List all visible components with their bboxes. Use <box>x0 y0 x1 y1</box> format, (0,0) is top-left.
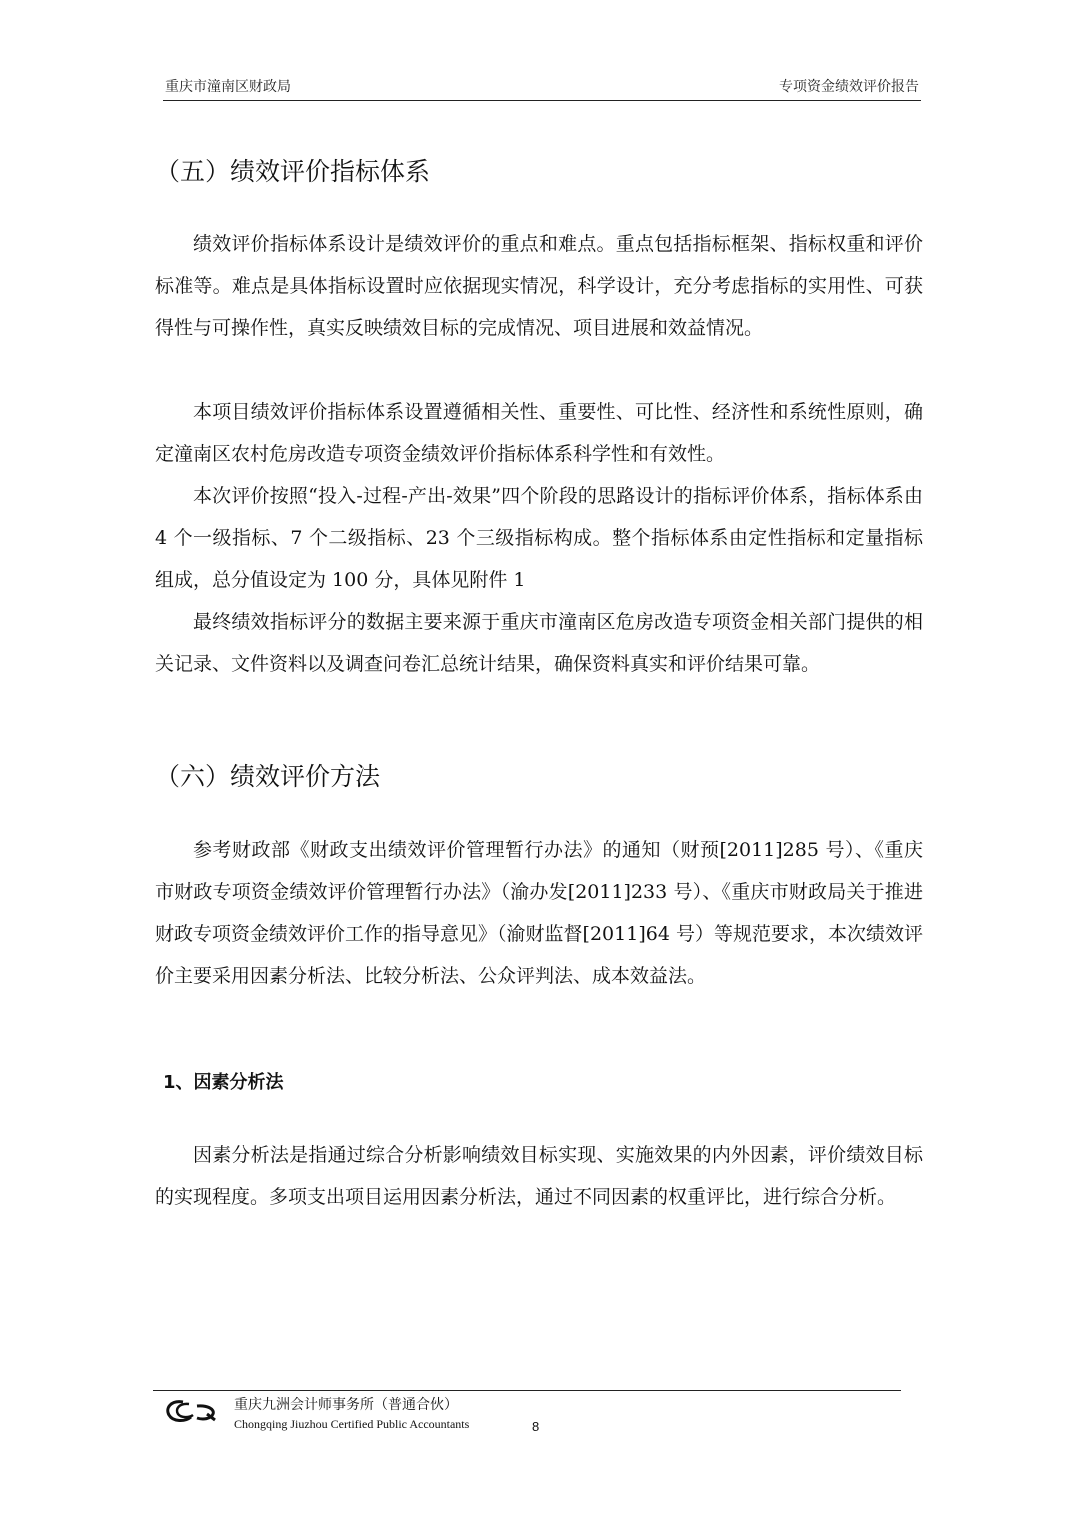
section-5-paragraph-1: 绩效评价指标体系设计是绩效评价的重点和难点。重点包括指标框架、指标权重和评价标准等。难点是具体指标设置时应依据现实情况，科学设计，充分考虑指标的实用性、可获得性与可操作性，真实反映绩效目标的完成情况、项目进展和效益情况。 <box>155 233 923 339</box>
footer-firm-name-cn: 重庆九洲会计师事务所（普通合伙） <box>234 1397 458 1413</box>
section-5-paragraph-4: 最终绩效指标评分的数据主要来源于重庆市潼南区危房改造专项资金相关部门提供的相关记录、文件资料以及调查问卷汇总统计结果，确保资料真实和评价结果可靠。 <box>155 611 923 675</box>
header-right-title: 专项资金绩效评价报告 <box>779 79 919 95</box>
header-left-org: 重庆市潼南区财政局 <box>165 79 291 95</box>
section-5-paragraph-3: 本次评价按照“投入-过程-产出-效果”四个阶段的思路设计的指标评价体系，指标体系由 4 个一级指标、7 个二级指标、23 个三级指标构成。整个指标体系由定性指标和定量指标组成，总分值设定为 100 分，具体见附件 1 <box>155 485 923 591</box>
section-5-paragraph-2: 本项目绩效评价指标体系设置遵循相关性、重要性、可比性、经济性和系统性原则，确定潼南区农村危房改造专项资金绩效评价指标体系科学性和有效性。 <box>155 401 923 465</box>
section-5-title: （五）绩效评价指标体系 <box>155 157 431 186</box>
footer-divider <box>153 1390 901 1391</box>
section-6-paragraph-1: 参考财政部《财政支出绩效评价管理暂行办法》的通知（财预[2011]285 号）、《重庆市财政专项资金绩效评价管理暂行办法》（渝办发[2011]233 号）、《重庆市财政局关于推进财政专项资金绩效评价工作的指导意见》（渝财监督[2011]64 号）等规范要求，本次绩效评价主要采用因素分析法、比较分析法、公众评判法、成本效益法。 <box>155 839 923 987</box>
page-header <box>163 78 921 101</box>
section-6-title: （六）绩效评价方法 <box>155 762 381 791</box>
page-number: 8 <box>532 1419 540 1434</box>
subsection-1-title: 1、因素分析法 <box>163 1072 284 1093</box>
footer-firm-name-en: Chongqing Jiuzhou Certified Public Accountants <box>234 1417 470 1431</box>
subsection-1-paragraph-1: 因素分析法是指通过综合分析影响绩效目标实现、实施效果的内外因素，评价绩效目标的实现程度。多项支出项目运用因素分析法，通过不同因素的权重评比，进行综合分析。 <box>155 1144 923 1208</box>
firm-logo-icon <box>163 1396 221 1426</box>
